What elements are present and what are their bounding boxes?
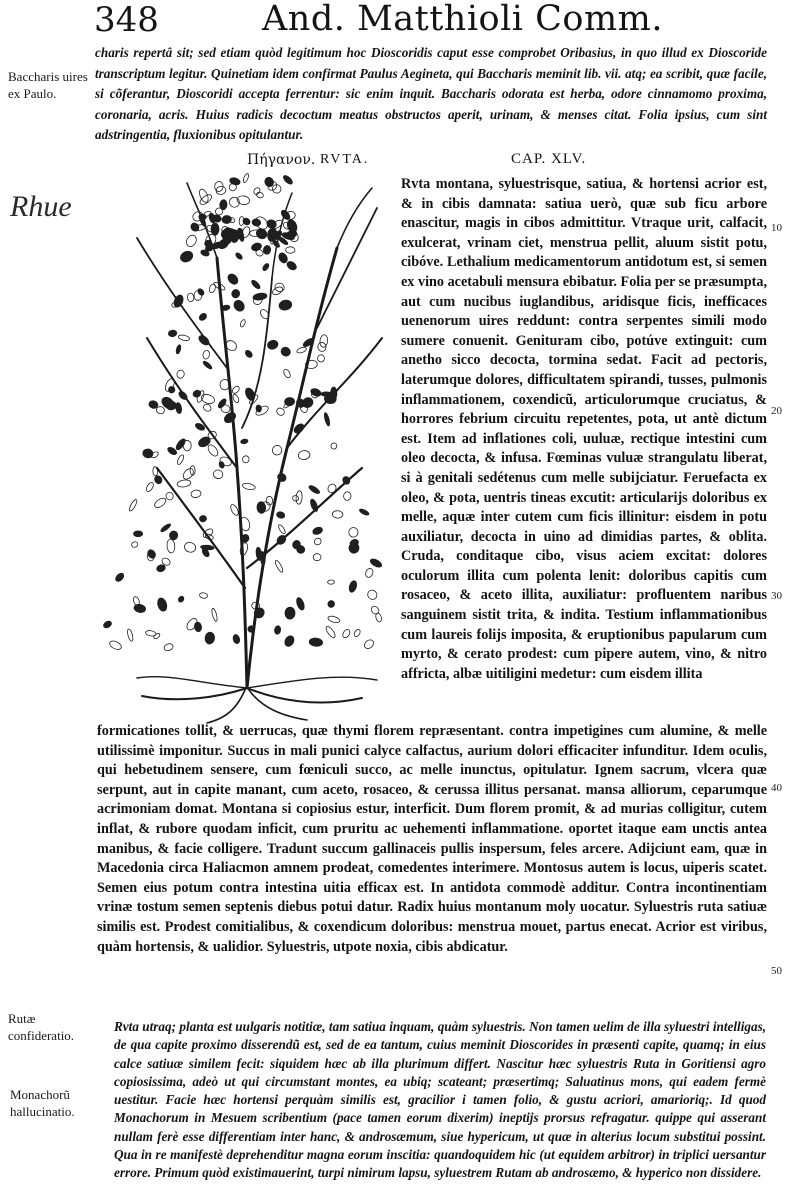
margin-note-monachorum: Monachorũ hallucinatio. [10, 1087, 75, 1119]
chapter-greek-name: Πήγανον. [247, 152, 316, 168]
line-number: 30 [771, 590, 782, 602]
line-number: 20 [771, 405, 782, 417]
chapter-latin-name: RVTA. [320, 152, 370, 167]
chapter-text-full-width: formicationes tollit, & uerrucas, quæ thymi florem repræsentant. contra impetigines cum alumine, & melle utilissimè imponitur. Succus in mali punici calyce calfactus, aurium dolori efficaciter infunditur. Idem oculis, qui hebetudinem sensere, cum fœniculi succo, ac melle inunctus, opitulatur. Ignem sacrum, vlcera quæ serpunt, aut in capite manant, cum aceto, rosaceo, & cerussa illitus persanat. mansa alliorum, ceparumque acrimoniam domat. Montana si copiosius estur, interficit. Dum florem promit, & ad murias colligitur, cutem inflat, & rubore quodam inficit, cum pruritu ac uehementi inflammatione. oportet itaque eam unctis antea manibus, & facie colligere. Tradunt succum gallinaceis pullis inspersum, feles arcere. Adijciunt eam, quæ in Macedonia circa Haliacmon amnem prodeat, comedentes interimere. Montosus autem is locus, uiperis scatet. Semen eius potum contra intestina uitia efficax est. In antidota commodè additur. Contra incontinentiam vrinæ tostum semen septenis diebus potui datur. Radix huius montanum moly uocatur. Syluestris ruta satiuæ similis est. Prodest comitialibus, & coxendicum doloribus: menstrua mouet, partus enecat. Acrior est viribus, quàm hortensis, & ualidior. Syluestris, utpote noxia, cibis abdicatur. [97, 723, 767, 955]
chapter-text-right-column: Rvta montana, syluestrisque, satiua, & hortensi acrior est, & in cibis damnata: satiua uerò, quæ sub ficu arbore enascitur, magis in cibos admittitur. Vtraque urit, calfacit, exulcerat, vrinam ciet, menstrua pellit, aluum sistit potu, cibóve. Lethalium medicamentorum antidotum est, si semen ex vino acetabuli mensura ebibatur. Folia per se præsumpta, aut cum nucibus iuglandibus, aridisque ficis, inefficaces uenenorum uires reddunt: contra serpentes simili modo sumere conuenit. Genituram cibo, potúve extinguit: cum anetho sicco decocta, tormina sedat. Facit ad pectoris, laterumque dolores, difficultatem spirandi, tusses, pulmonis inflammationem, coxendicũ, articulorumque cruciatus, & horrores febrium circuitu repetentes, pota, ut antè dictum est. Item ad inflationes coli, uuluæ, rectique intestini cum oleo decocta, & infusa. Fœminas vuluæ strangulatu liberat, si à genitali sedétenus cum melle subijciatur. Feruefacta ex oleo, & pota, uentris tineas excutit: articularijs doloribus ex melle, aquæ inter cutem cum ficis illinitur: eisdem in potu auxiliatur, decocta in uino ad dimidias partes, & oblita. Cruda, conditaque cibo, visus aciem excitat: dolores oculorum illita cum polenta lenit: doloribus capitis cum rosaceo, & aceto illita, auxiliatur: profluentem naribus sanguinem sistit trita, & indita. Testium inflammationibus cum laureis folijs imposita, & eruptionibus papularum cum myrto, & cerato prodest: cum pipere autem, vino, & nitro affricta, albæ uitiligini medetur: cum eisdem illita [401, 176, 767, 682]
ruta-plant-woodcut-illustration [97, 168, 399, 728]
margin-note-rutae: Rutæ confideratio. [8, 1011, 75, 1043]
line-number: 10 [771, 222, 782, 234]
commentary-bottom-block: Rvta utraq; planta est uulgaris notitiæ, tam satiua inquam, quàm syluestris. Non tamen uelim de illa syluestri intelligas, de qua capite proximo disserendũ est, sed de ea tantum, cuius meminit Dioscorides in præsenti capite, quamq; in eius calce satiuæ similem fecit: siquidem hæc ab illa plurimum differt. Nascitur hæc syluestris Ruta in Goritiensi agro copiosissima, adeò ut qui circumstant montes, ea ubiq; scateant; præsertimq; Saluatinus mons, qui eadem fermè uestitur. Facie hæc hortensi perquàm similis est, gracilior i tamen folio, & gustu acriori, amarioriq;. Id quod Monachorum in Mesuem scribentium (pace tamen eorum dixerim) ineptijs prorsus refragatur. quippe qui asserant nullam ferè esse differentiam inter hanc, & androsæmum, siue hypericum, ut quæ in alterius locum substitui possint. Qua in re manifestè deprehenditur magna eorum inscitia: quandoquidem hic (ut equidem arbitror) in triplici uersantur errore. Primum quòd existimauerint, turpi nimirum lapsu, syluestrem Rutam ab androsæmo, & hyperico non dissidere. [114, 1019, 766, 1181]
line-number: 50 [771, 965, 782, 977]
margin-note-baccharis: Baccharis uires ex Paulo. [8, 69, 88, 101]
line-number: 40 [771, 782, 782, 794]
chapter-number: CAP. XLV. [511, 151, 587, 167]
top-commentary-block: charis repertâ sit; sed etiam quòd legitimum hoc Dioscoridis caput esse comprobet Oribasius, in quo illud ex Dioscoride transcriptum legitur. Quinetiam idem confirmat Paulus Aegineta, qui Baccharis meminit lib. vii. atq; ea scribit, quæ facile, si cõferantur, Dioscoridi accepta ferrentur: sic enim inquit. Baccharis odorata est herba, odore cinnamomo proxima, coronaria, acris. Huius radicis decoctum meatus obstructos aperit, urinam, & menses citat. Folia ipsius, cum sint adstringentia, fluxionibus opitulantur. [95, 45, 767, 142]
handwritten-signature: Rhue [10, 190, 72, 223]
page-number: 348 [94, 0, 159, 40]
plant-icon [97, 168, 399, 728]
running-title: And. Matthioli Comm. [262, 0, 663, 39]
